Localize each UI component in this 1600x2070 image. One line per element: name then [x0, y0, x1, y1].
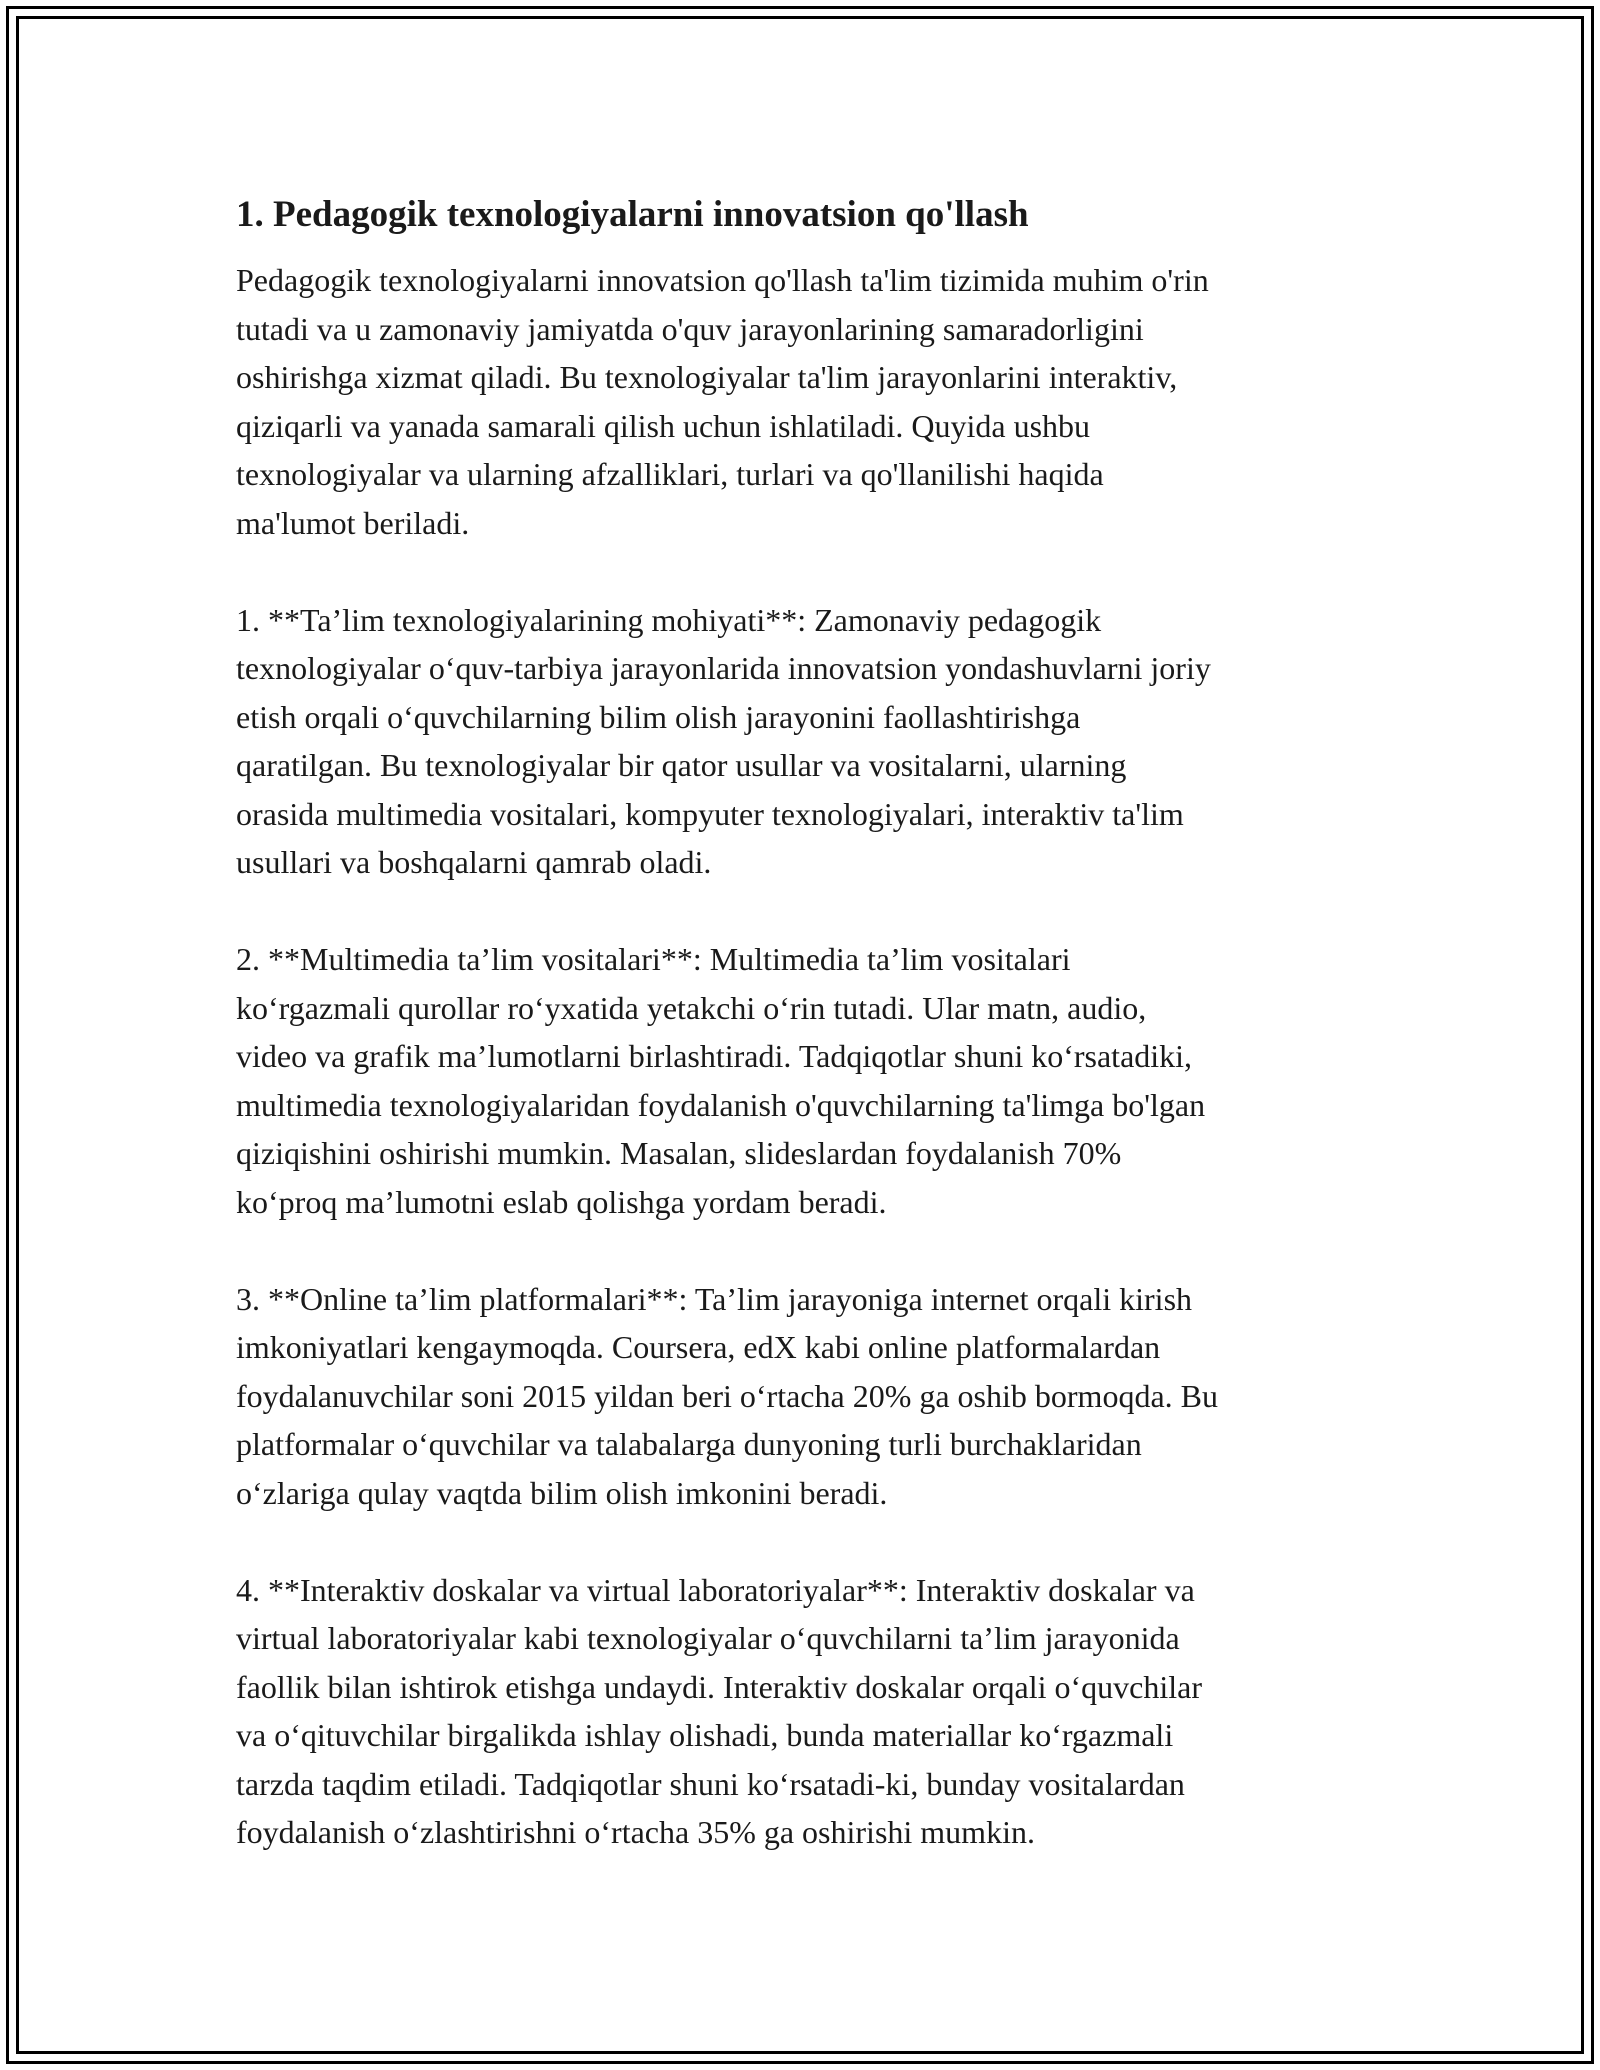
section-3-paragraph: 3. **Online ta’lim platformalari**: Ta’lim jarayoniga internet orqali kirish imkoniyatlari kengaymoqda. Coursera, edX kabi online platformalardan foydalanuvchilar soni 2015 yildan beri o‘rtacha 20% ga oshib bormoqda. Bu platformalar o‘quvchilar va talabalarga dunyoning turli burchaklaridan o‘zlariga qulay vaqtda bilim olish imkonini beradi.	[236, 1280, 1218, 1511]
document-body	[236, 190, 1376, 1857]
section-1-paragraph: 1. **Ta’lim texnologiyalarining mohiyati**: Zamonaviy pedagogik texnologiyalar o‘quv-tarbiya jarayonlarida innovatsion yondashuvlarni joriy etish orqali o‘quvchilarning bilim olish jarayonini faollashtirishga qaratilgan. Bu texnologiyalar bir qator usullar va vositalarni, ularning orasida multimedia vositalari, kompyuter texnologiyalari, interaktiv ta'lim usullari va boshqalarni qamrab oladi.	[236, 601, 1211, 880]
section-4-paragraph: 4. **Interaktiv doskalar va virtual laboratoriyalar**: Interaktiv doskalar va virtual laboratoriyalar kabi texnologiyalar o‘quvchilarni ta’lim jarayonida faollik bilan ishtirok etishga undaydi. Interaktiv doskalar orqali o‘quvchilar va o‘qituvchilar birgalikda ishlay olishadi, bunda materiallar ko‘rgazmali tarzda taqdim etiladi. Tadqiqotlar shuni ko‘rsatadi-ki, bunday vositalardan foydalanish o‘zlashtirishni o‘rtacha 35% ga oshirishi mumkin.	[236, 1571, 1202, 1850]
intro-paragraph: Pedagogik texnologiyalarni innovatsion qo'llash ta'lim tizimida muhim o'rin tutadi va u zamonaviy jamiyatda o'quv jarayonlarining samaradorligini oshirishga xizmat qiladi. Bu texnologiyalar ta'lim jarayonlarini interaktiv, qiziqarli va yanada samarali qilish uchun ishlatiladi. Quyida ushbu texnologiyalar va ularning afzalliklari, turlari va qo'llanilishi haqida ma'lumot beriladi.	[236, 262, 1209, 541]
section-2-paragraph: 2. **Multimedia ta’lim vositalari**: Multimedia ta’lim vositalari ko‘rgazmali qurollar ro‘yxatida yetakchi o‘rin tutadi. Ular matn, audio, video va grafik ma’lumotlarni birlashtiradi. Tadqiqotlar shuni ko‘rsatadiki, multimedia texnologiyalaridan foydalanish o'quvchilarning ta'limga bo'lgan qiziqishini oshirishi mumkin. Masalan, slideslardan foydalanish 70% ko‘proq ma’lumotni eslab qolishga yordam beradi.	[236, 941, 1206, 1220]
document-title: 1. Pedagogik texnologiyalarni innovatsion qo'llash	[236, 194, 1029, 235]
